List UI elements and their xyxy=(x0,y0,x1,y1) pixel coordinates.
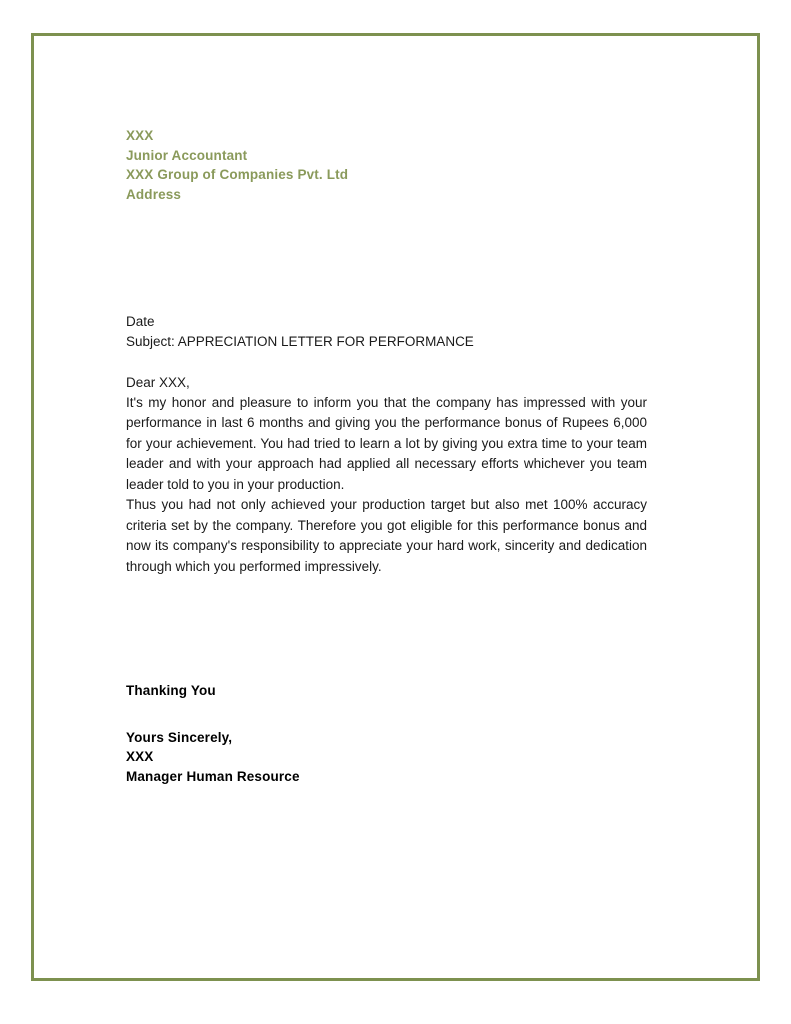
sender-address-block xyxy=(126,126,647,204)
signer-name: XXX xyxy=(126,749,154,764)
letter-meta-block xyxy=(126,312,647,351)
subject-line: Subject: APPRECIATION LETTER FOR PERFORMANCE xyxy=(126,333,474,349)
sender-job-title: Junior Accountant xyxy=(126,147,248,163)
signature-block xyxy=(126,728,647,787)
sign-off-line: Yours Sincerely, xyxy=(126,729,233,745)
body-paragraph-2: Thus you had not only achieved your production target but also met 100% accuracy criteria set by the company. Therefore you got eligible for this performance bonus and now its company's responsibility to appreciate your hard work, sincerity and dedication through which you performed impressively. xyxy=(126,497,647,574)
body-paragraph-1: It's my honor and pleasure to inform you that the company has impressed with your performance in last 6 months and giving you the performance bonus of Rupees 6,000 for your achievement. You had tried to learn a lot by giving you extra time to your team leader and with your approach had applied all necessary efforts whichever you team leader told to you in your production. xyxy=(126,394,647,492)
closing-block xyxy=(126,681,647,786)
signer-title: Manager Human Resource xyxy=(126,768,300,784)
salutation: Dear XXX, xyxy=(126,375,190,390)
sender-name: XXX xyxy=(126,128,154,143)
sender-address: Address xyxy=(126,186,182,202)
page-border-frame xyxy=(31,33,760,981)
sender-company: XXX Group of Companies Pvt. Ltd xyxy=(126,167,349,182)
letter-content xyxy=(126,126,647,786)
date-label: Date xyxy=(126,314,155,329)
thanking-line: Thanking You xyxy=(126,683,216,698)
